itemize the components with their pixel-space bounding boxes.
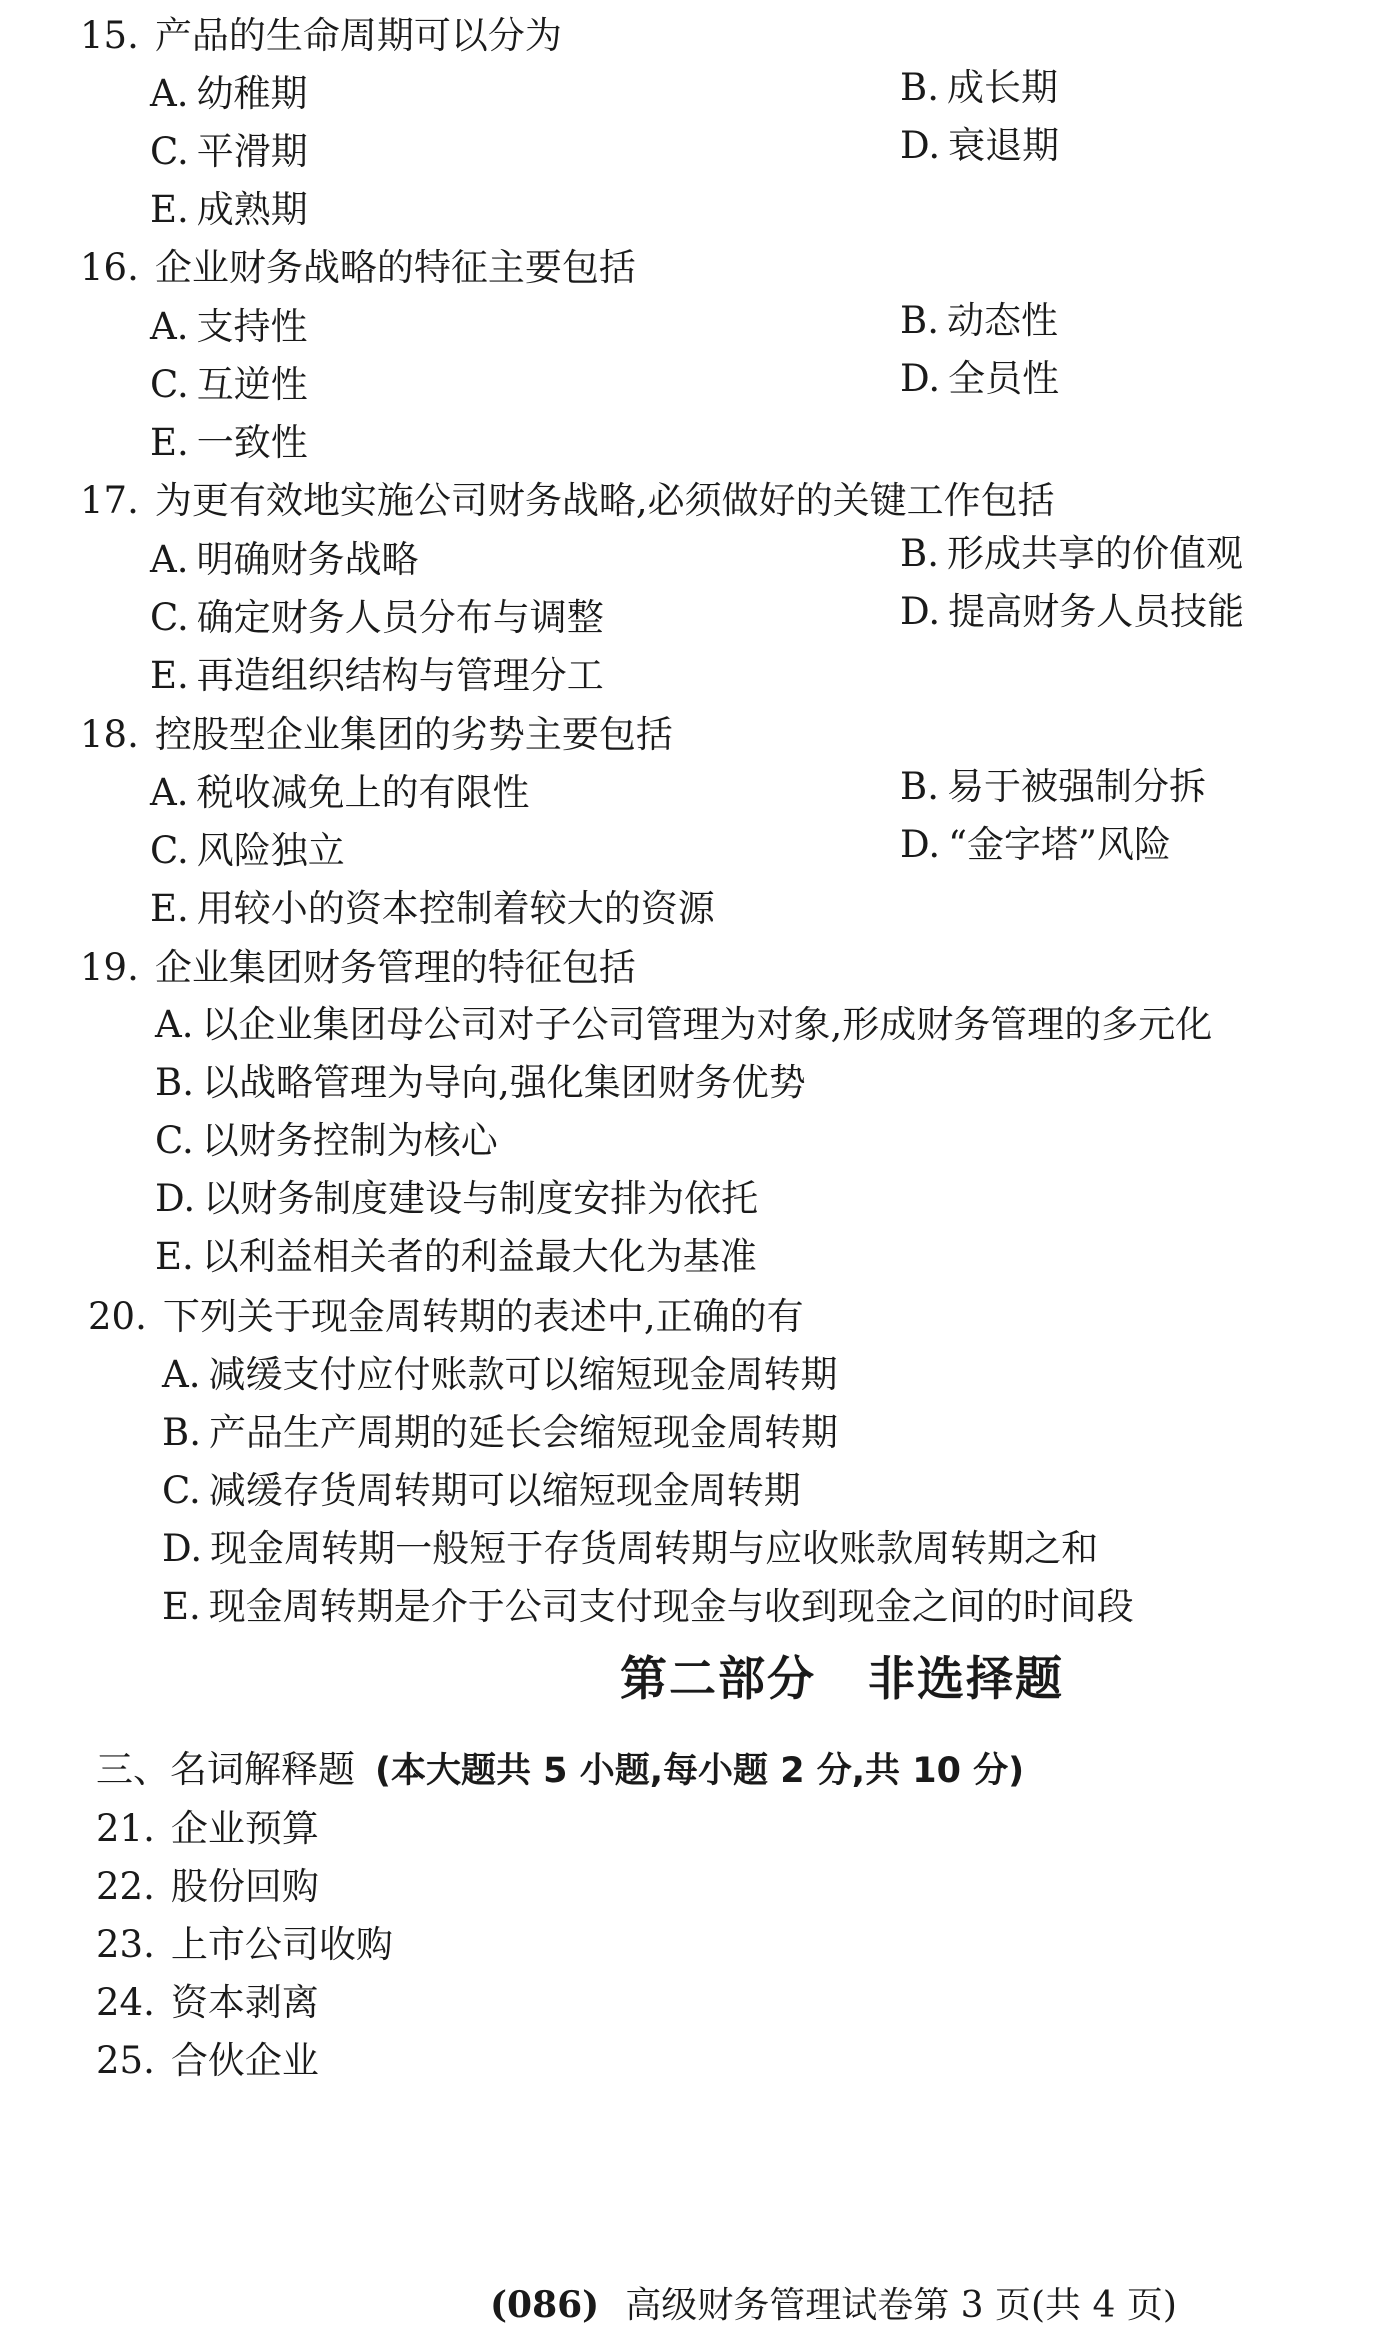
question-stem: 下列关于现金周转期的表述中,正确的有 — [162, 1295, 804, 1338]
question-17-option-c — [150, 596, 604, 639]
term-number: 25. — [96, 2039, 155, 2082]
question-18 — [80, 713, 673, 756]
option-letter: E. — [150, 887, 189, 930]
option-text: 成熟期 — [196, 188, 308, 231]
section-title: 三、名词解释题 — [96, 1748, 355, 1791]
question-19-option-d — [155, 1177, 759, 1220]
part-label: 第二部分 — [620, 1652, 816, 1707]
question-17-option-a — [150, 538, 419, 581]
option-letter: A. — [162, 1353, 201, 1396]
option-text: 支持性 — [196, 305, 308, 348]
option-letter: A. — [155, 1003, 194, 1046]
option-letter: D. — [155, 1177, 196, 1220]
option-letter: A. — [150, 538, 189, 581]
section-note: (本大题共 5 小题,每小题 2 分,共 10 分) — [375, 1751, 1025, 1791]
question-number: 15. — [80, 14, 139, 57]
question-stem: 控股型企业集团的劣势主要包括 — [154, 713, 673, 756]
option-letter: E. — [155, 1235, 194, 1278]
option-text: 成长期 — [946, 66, 1058, 109]
option-text: 减缓存货周转期可以缩短现金周转期 — [208, 1469, 801, 1512]
footer-text: 高级财务管理试卷第 3 页(共 4 页) — [625, 2285, 1177, 2326]
option-letter: D. — [900, 357, 941, 400]
question-16-option-c — [150, 363, 308, 406]
option-letter: C. — [162, 1469, 201, 1512]
option-text: 减缓支付应付账款可以缩短现金周转期 — [208, 1353, 838, 1396]
question-number: 16. — [80, 246, 139, 289]
option-letter: C. — [150, 596, 189, 639]
option-text: 提高财务人员技能 — [948, 590, 1245, 633]
option-letter: B. — [900, 765, 939, 808]
question-20 — [88, 1295, 804, 1338]
option-letter: E. — [162, 1585, 201, 1628]
option-letter: A. — [150, 72, 189, 115]
question-18-option-b — [900, 765, 1206, 808]
term-23 — [96, 1923, 393, 1966]
question-19-option-c — [155, 1119, 498, 1162]
option-text: 产品生产周期的延长会缩短现金周转期 — [208, 1411, 838, 1454]
option-letter: B. — [162, 1411, 201, 1454]
option-letter: C. — [150, 363, 189, 406]
term-text: 企业预算 — [170, 1807, 319, 1850]
question-20-option-a — [162, 1353, 838, 1396]
term-number: 21. — [96, 1807, 155, 1850]
option-letter: C. — [150, 829, 189, 872]
page-footer — [490, 2284, 1177, 2326]
option-text: 用较小的资本控制着较大的资源 — [196, 887, 715, 930]
question-20-option-b — [162, 1411, 838, 1454]
option-text: 以利益相关者的利益最大化为基准 — [201, 1235, 757, 1278]
option-text: 以财务控制为核心 — [201, 1119, 498, 1162]
question-18-option-e — [150, 887, 715, 930]
part-two-title — [620, 1652, 1064, 1707]
question-17-option-d — [900, 590, 1245, 633]
term-24 — [96, 1981, 319, 2024]
option-letter: D. — [162, 1527, 203, 1570]
question-stem: 企业集团财务管理的特征包括 — [154, 946, 636, 989]
question-19 — [80, 946, 636, 989]
term-22 — [96, 1865, 319, 1908]
exam-code: (086) — [490, 2284, 600, 2326]
question-16-option-d — [900, 357, 1060, 400]
option-text: 幼稚期 — [196, 72, 308, 115]
option-text: 以企业集团母公司对子公司管理为对象,形成财务管理的多元化 — [201, 1003, 1213, 1046]
question-19-option-b — [155, 1061, 806, 1104]
option-letter: C. — [150, 130, 189, 173]
question-18-option-a — [150, 771, 530, 814]
option-letter: A. — [150, 305, 189, 348]
option-text: 以战略管理为导向,强化集团财务优势 — [201, 1061, 806, 1104]
part-name: 非选择题 — [868, 1652, 1064, 1707]
question-18-option-c — [150, 829, 345, 872]
question-15 — [80, 14, 562, 57]
option-letter: B. — [155, 1061, 194, 1104]
term-21 — [96, 1807, 319, 1850]
option-letter: E. — [150, 188, 189, 231]
option-text: 平滑期 — [196, 130, 308, 173]
question-20-option-c — [162, 1469, 801, 1512]
question-19-option-a — [155, 1003, 1213, 1046]
term-number: 24. — [96, 1981, 155, 2024]
question-stem: 产品的生命周期可以分为 — [154, 14, 562, 57]
question-stem: 企业财务战略的特征主要包括 — [154, 246, 636, 289]
term-number: 23. — [96, 1923, 155, 1966]
question-stem: 为更有效地实施公司财务战略,必须做好的关键工作包括 — [154, 479, 1055, 522]
option-text: “金字塔”风险 — [948, 823, 1171, 866]
option-text: 衰退期 — [948, 124, 1060, 167]
question-16-option-a — [150, 305, 308, 348]
option-text: 一致性 — [196, 421, 308, 464]
option-text: 互逆性 — [196, 363, 308, 406]
question-20-option-e — [162, 1585, 1134, 1628]
option-letter: E. — [150, 654, 189, 697]
question-16-option-e — [150, 421, 308, 464]
term-number: 22. — [96, 1865, 155, 1908]
option-text: 税收减免上的有限性 — [196, 771, 530, 814]
term-text: 资本剥离 — [170, 1981, 319, 2024]
option-letter: D. — [900, 590, 941, 633]
question-16 — [80, 246, 636, 289]
option-letter: E. — [150, 421, 189, 464]
term-text: 合伙企业 — [170, 2039, 319, 2082]
option-letter: C. — [155, 1119, 194, 1162]
option-text: 易于被强制分拆 — [946, 765, 1206, 808]
question-number: 17. — [80, 479, 139, 522]
question-number: 20. — [88, 1295, 147, 1338]
question-17 — [80, 479, 1055, 522]
option-letter: D. — [900, 124, 941, 167]
option-text: 动态性 — [946, 299, 1058, 342]
question-20-option-d — [162, 1527, 1099, 1570]
option-letter: B. — [900, 66, 939, 109]
option-letter: A. — [150, 771, 189, 814]
option-text: 风险独立 — [196, 829, 345, 872]
option-text: 明确财务战略 — [196, 538, 419, 581]
option-text: 再造组织结构与管理分工 — [196, 654, 604, 697]
question-number: 19. — [80, 946, 139, 989]
option-letter: B. — [900, 299, 939, 342]
option-letter: D. — [900, 823, 941, 866]
question-15-option-a — [150, 72, 308, 115]
question-17-option-e — [150, 654, 604, 697]
question-15-option-e — [150, 188, 308, 231]
question-15-option-c — [150, 130, 308, 173]
term-text: 股份回购 — [170, 1865, 319, 1908]
option-text: 以财务制度建设与制度安排为依托 — [203, 1177, 759, 1220]
term-25 — [96, 2039, 319, 2082]
question-17-option-b — [900, 532, 1243, 575]
option-text: 确定财务人员分布与调整 — [196, 596, 604, 639]
question-15-option-d — [900, 124, 1060, 167]
question-number: 18. — [80, 713, 139, 756]
question-18-option-d — [900, 823, 1171, 866]
term-text: 上市公司收购 — [170, 1923, 393, 1966]
section-three-heading — [96, 1748, 1025, 1791]
question-16-option-b — [900, 299, 1058, 342]
question-19-option-e — [155, 1235, 757, 1278]
option-text: 现金周转期一般短于存货周转期与应收账款周转期之和 — [210, 1527, 1099, 1570]
option-text: 全员性 — [948, 357, 1060, 400]
option-text: 形成共享的价值观 — [946, 532, 1243, 575]
question-15-option-b — [900, 66, 1058, 109]
option-text: 现金周转期是介于公司支付现金与收到现金之间的时间段 — [208, 1585, 1134, 1628]
option-letter: B. — [900, 532, 939, 575]
